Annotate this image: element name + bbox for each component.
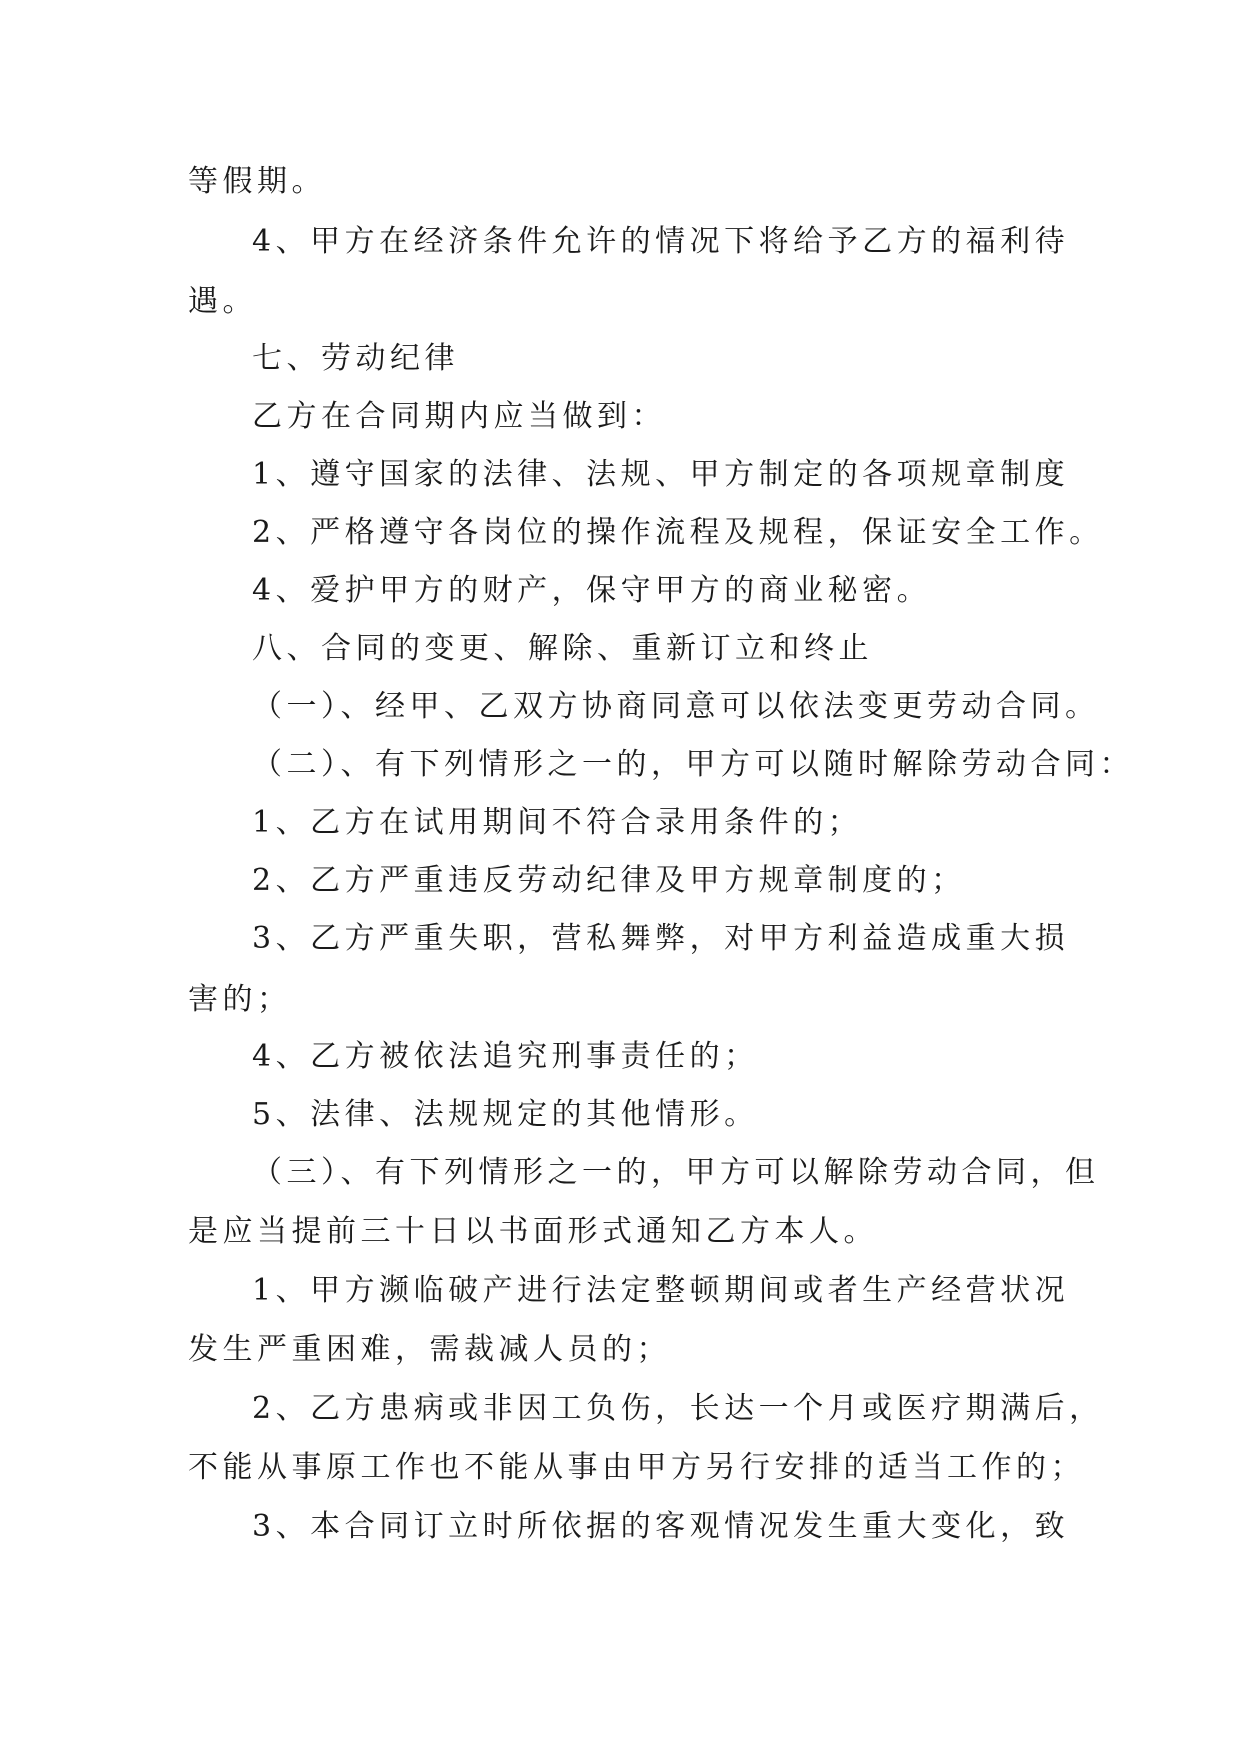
text-line: 2、乙方患病或非因工负伤，长达一个月或医疗期满后， (252, 1391, 1104, 1426)
text-line: （三）、有下列情形之一的，甲方可以解除劳动合同，但 (252, 1155, 1100, 1190)
text-line: 2、乙方严重违反劳动纪律及甲方规章制度的； (252, 863, 966, 898)
text-line: 5、法律、法规规定的其他情形。 (252, 1097, 759, 1132)
text-line: 2、严格遵守各岗位的操作流程及规程，保证安全工作。 (252, 515, 1104, 550)
text-line: 4、爱护甲方的财产，保守甲方的商业秘密。 (252, 573, 932, 608)
text-line: 不能从事原工作也不能从事由甲方另行安排的适当工作的； (188, 1450, 1085, 1485)
text-line: 遇。 (188, 284, 257, 319)
text-line: 3、乙方严重失职，营私舞弊，对甲方利益造成重大损 (252, 921, 1070, 956)
text-line: 发生严重困难，需裁减人员的； (188, 1332, 671, 1367)
text-line: 4、甲方在经济条件允许的情况下将给予乙方的福利待 (252, 224, 1070, 259)
text-line: 是应当提前三十日以书面形式通知乙方本人。 (188, 1214, 878, 1249)
text-line: 3、本合同订立时所依据的客观情况发生重大变化，致 (252, 1509, 1070, 1544)
section-heading: 八、合同的变更、解除、重新订立和终止 (252, 631, 873, 666)
section-heading: 七、劳动纪律 (252, 341, 459, 376)
text-line: 害的； (188, 982, 292, 1017)
text-line: 1、遵守国家的法律、法规、甲方制定的各项规章制度 (252, 457, 1070, 492)
text-line: 1、甲方濒临破产进行法定整顿期间或者生产经营状况 (252, 1273, 1070, 1308)
text-line: 4、乙方被依法追究刑事责任的； (252, 1039, 759, 1074)
text-line: （二）、有下列情形之一的，甲方可以随时解除劳动合同： (252, 747, 1134, 782)
text-line: 乙方在合同期内应当做到： (252, 399, 666, 434)
text-line: 等假期。 (188, 164, 326, 199)
text-line: 1、乙方在试用期间不符合录用条件的； (252, 805, 863, 840)
text-line: （一）、经甲、乙双方协商同意可以依法变更劳动合同。 (252, 689, 1100, 724)
